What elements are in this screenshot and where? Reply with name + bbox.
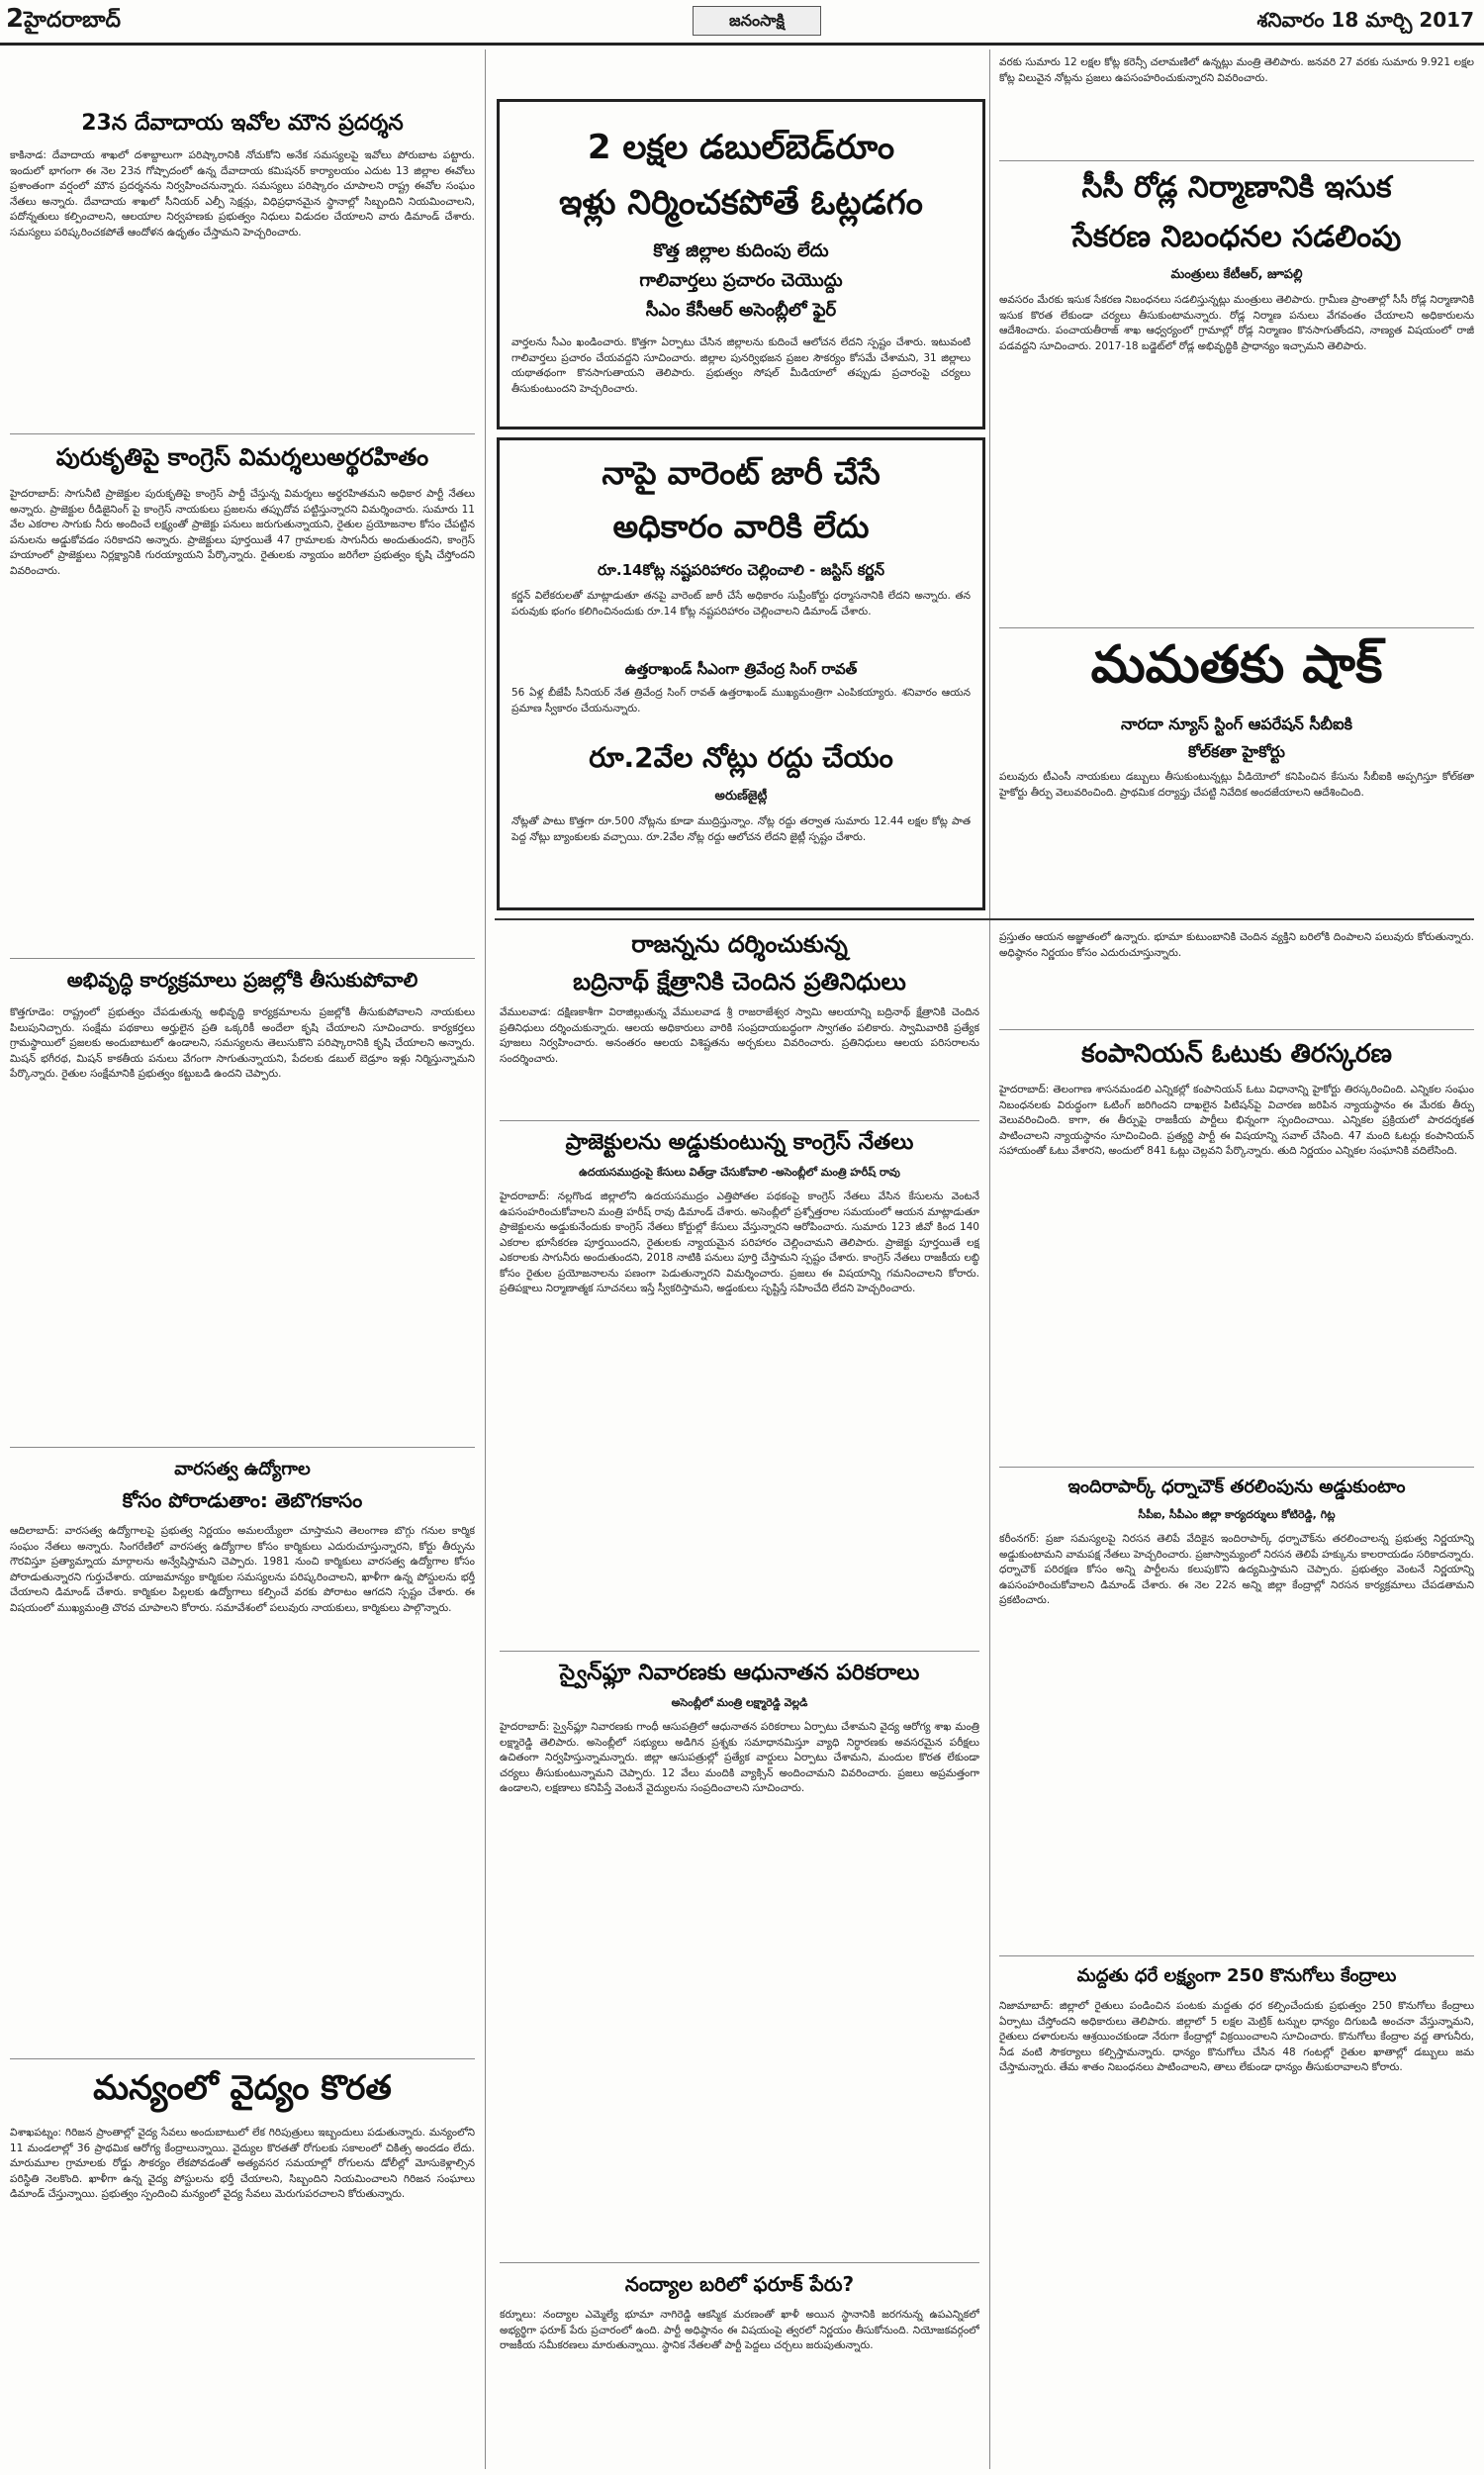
headline-mamata-shock: మమతకు షాక్ <box>1090 635 1383 695</box>
column-divider <box>989 49 990 2469</box>
byline-jaitley: అరుణ్‌జైట్లీ <box>714 789 768 804</box>
headline-agency-medical-shortage: మన్యంలో వైద్యం కొరత <box>93 2068 392 2108</box>
headline-inheritance-jobs: కోసం పోరాడుతాం: తెబొగకాసం <box>122 1488 363 1512</box>
article-body-dharna-chowk: కరీంనగర్: ప్రజా సమస్యలపై నిరసన తెలిపే వేదికైన ఇందిరాపార్క్ ధర్నాచౌక్‌ను తరలించాలన్న ప్రభుత్వ నిర్ణయాన్ని అడ్డుకుంటామని వామపక్ష నేతలు హెచ్చరించారు. ప్రజాస్వామ్యంలో నిరసన తెలిపే హక్కును కాలరాయడం సరికాదన్నారు. ధర్నాచౌక్ పరిరక్షణ కోసం అన్ని పార్టీలను కలుపుకొని ఉద్యమిస్తామని చెప్పారు. ప్రభుత్వం వెంటనే నిర్ణయాన్ని ఉపసంహరించుకోవాలని డిమాండ్ చేశారు. ఈ నెల 22న అన్ని జిల్లా కేంద్రాల్లో నిరసన కార్యక్రమాలు చేపడతామని ప్రకటించారు. <box>999 1533 1474 1606</box>
subhead-narada-sting: నారదా న్యూస్ స్టింగ్ ఆపరేషన్ సీబీఐకి <box>1120 714 1352 733</box>
article-body-procurement: నిజామాబాద్: జిల్లాలో రైతులు పండించిన పంటకు మద్దతు ధర కల్పించేందుకు ప్రభుత్వం 250 కొనుగోలు కేంద్రాలు ఏర్పాటు చేస్తోందని అధికారులు తెలిపారు. జిల్లాలో 5 లక్షల మెట్రిక్ టన్నుల ధాన్యం దిగుబడి అంచనా వేస్తున్నామని, రైతులు దళారులను ఆశ్రయించకుండా నేరుగా కేంద్రాల్లో విక్రయించాలని సూచించారు. కొనుగోలు కేంద్రాల వద్ద తాగునీరు, నీడ వంటి సౌకర్యాలు కల్పిస్తామన్నారు. ధాన్యం కొనుగోలు చేసిన 48 గంటల్లో రైతుల ఖాతాల్లో డబ్బులు జమ చేస్తామన్నారు. తేమ శాతం నిబంధనలు పాటించాలని, తాలు లేకుండా ధాన్యం తీసుకురావాలని కోరారు. <box>999 2000 1474 2073</box>
headline-sand-relaxation: సేకరణ నిబంధనల సడలింపు <box>1071 220 1402 254</box>
headline-congress-criticism: పురుకృతిపై కాంగ్రెస్ విమర్శలుఅర్థరహితం <box>55 443 429 471</box>
article-body-inheritance-jobs: ఆదిలాబాద్: వారసత్వ ఉద్యోగాలపై ప్రభుత్వ నిర్ణయం అమలయ్యేలా చూస్తామని తెలంగాణ బొగ్గు గనుల కార్మిక సంఘం నేతలు అన్నారు. సింగరేణిలో వారసత్వ ఉద్యోగాల కోసం కార్మికులు ఎదురుచూస్తున్నారని, కోర్టు తీర్పును గౌరవిస్తూ ప్రత్యామ్నాయ మార్గాలను అన్వేషిస్తామని చెప్పారు. 1981 నుంచి కార్మికులు వారసత్వ ఉద్యోగాల కోసం పోరాడుతున్నారని గుర్తుచేశారు. యాజమాన్యం కార్మికుల సమస్యలను పరిష్కరించాలని, ఖాళీగా ఉన్న పోస్టులను భర్తీ చేయాలని డిమాండ్ చేశారు. కార్మికుల పిల్లలకు ఉద్యోగాలు కల్పించే వరకు పోరాటం ఆగదని స్పష్టం చేశారు. ఈ విషయంలో ముఖ్యమంత్రి చొరవ చూపాలని కోరారు. సమావేశంలో పలువురు నాయకులు, కార్మికులు పాల్గొన్నారు. <box>10 1525 475 1614</box>
article-body-mamata: పలువురు టీఎంసీ నాయకులు డబ్బులు తీసుకుంటున్నట్లు వీడియోలో కనిపించిన కేసును సీబీఐకి అప్పగిస్తూ కోల్‌కతా హైకోర్టు తీర్పు వెలువరించింది. ప్రాథమిక దర్యాప్తు చేపట్టి నివేదిక అందజేయాలని ఆదేశించింది. <box>999 771 1474 799</box>
headline-2000-notes: రూ.2వేల నోట్లు రద్దు చేయం <box>589 741 893 774</box>
page-number-section: 2హైదరాబాద్ <box>6 4 122 34</box>
article-body-double-bedroom: వార్తలను సీఎం ఖండించారు. కొత్తగా ఏర్పాటు చేసిన జిల్లాలను కుదించే ఆలోచన లేదని స్పష్టం చేశారు. ఇటువంటి గాలివార్తలు ప్రచారం చేయవద్దని సూచించారు. జిల్లాల పునర్విభజన ప్రజల సౌకర్యం కోసమే చేశామని, 31 జిల్లాలు యథాతథంగా కొనసాగుతాయని తెలిపారు. ప్రభుత్వం సోషల్ మీడియాలో తప్పుడు ప్రచారంపై చర్యలు తీసుకుంటుందని హెచ్చరించారు. <box>511 336 971 395</box>
byline-cpi-cpm: సీపీఐ, సీపీఎం జిల్లా కార్యదర్శులు కోటిరెడ్డి, గిట్ల <box>1138 1508 1336 1521</box>
headline-swine-flu: స్వైన్‌ఫ్లూ నివారణకు ఆధునాతన పరికరాలు <box>559 1661 920 1685</box>
masthead <box>0 0 1484 46</box>
byline-ministers-ktr-jupalli: మంత్రులు కేటీఆర్, జూపల్లి <box>1170 267 1303 282</box>
headline-dharna-chowk: ఇందిరాపార్క్ ధర్నాచౌక్ తరలింపును అడ్డుకుంటాం <box>1067 1476 1406 1497</box>
article-body-karnan: కర్ణన్ విలేకరులతో మాట్లాడుతూ తనపై వారెంట్ జారీ చేసే అధికారం సుప్రీంకోర్టు ధర్మాసనానికి లేదని అన్నారు. తన పరువుకు భంగం కలిగించినందుకు రూ.14 కోట్ల నష్టపరిహారం చెల్లించాలని డిమాండ్ చేశారు. <box>511 590 971 618</box>
subhead-cm-kcr-assembly: సీఎం కేసీఆర్ అసెంబ్లీలో ఫైర్ <box>645 300 837 321</box>
section-divider <box>495 918 1474 920</box>
headline-development-programs: అభివృద్ధి కార్యక్రమాలు ప్రజల్లోకి తీసుకుపోవాలి <box>66 968 418 992</box>
column-divider <box>485 49 486 2469</box>
article-body-currency-continuation: వరకు సుమారు 12 లక్షల కోట్ల కరెన్సీ చలామణిలో ఉన్నట్లు మంత్రి తెలిపారు. జనవరి 27 వరకు సుమారు 9.921 లక్షల కోట్ల విలువైన నోట్లను ప్రజలు ఉపసంహరించుకున్నారని వివరించారు. <box>999 56 1474 84</box>
subhead-rumors: గాలివార్తలు ప్రచారం చెయొద్దు <box>639 270 843 291</box>
subhead-no-district-merge: కొత్త జిల్లాల కుదింపు లేదు <box>653 240 829 261</box>
boxed-story-double-bedroom <box>497 99 985 429</box>
article-body-projects: హైదరాబాద్: నల్లగొండ జిల్లాలోని ఉదయసముద్రం ఎత్తిపోతల పథకంపై కాంగ్రెస్ నేతలు వేసిన కేసులను వెంటనే ఉపసంహరించుకోవాలని మంత్రి హరీష్ రావు డిమాండ్ చేశారు. అసెంబ్లీలో ప్రశ్నోత్తరాల సమయంలో ఆయన మాట్లాడుతూ ప్రాజెక్టులను అడ్డుకునేందుకు కాంగ్రెస్ నేతలు కోర్టుల్లో కేసులు వేస్తున్నారని ఆరోపించారు. సుమారు 123 జీవో కింద 140 ఎకరాల భూసేకరణ పూర్తయిందని, రైతులకు న్యాయమైన పరిహారం చెల్లించామని తెలిపారు. ప్రాజెక్టు పూర్తయితే లక్ష ఎకరాలకు సాగునీరు అందుతుందని, 2018 నాటికి పనులు పూర్తి చేస్తామని స్పష్టం చేశారు. కాంగ్రెస్ నేతలు రాజకీయ లబ్ధి కోసం రైతుల ప్రయోజనాలను పణంగా పెడుతున్నారని విమర్శించారు. ప్రజలు ఈ విషయాన్ని గమనించాలని కోరారు. ప్రతిపక్షాలు నిర్మాణాత్మక సూచనలు ఇస్తే స్వీకరిస్తామని, అడ్డంకులు సృష్టిస్తే సహించేది లేదని హెచ్చరించారు. <box>500 1190 979 1294</box>
headline-double-bedroom: 2 లక్షల డబుల్‌బెడ్‌రూం <box>587 128 895 167</box>
byline-laxma-reddy: అసెంబ్లీలో మంత్రి లక్ష్మారెడ్డి వెల్లడి <box>671 1696 808 1709</box>
headline-congress-blocking-projects: ప్రాజెక్టులను అడ్డుకుంటున్న కాంగ్రెస్ నేతలు <box>565 1130 914 1155</box>
section-divider <box>10 2058 475 2059</box>
article-body-endowment: కాకినాడ: దేవాదాయ శాఖలో దశాబ్దాలుగా పరిష్కారానికి నోచుకోని అనేక సమస్యలపై ఇవోలు పోరుబాట పట్టారు. ఇందులో భాగంగా ఈ నెల 23న గోష్పాదంలో ఉన్న దేవాదాయ కమిషనర్ కార్యాలయం ఎదుట 13 జిల్లాల ఈవోలు ప్రశాంతంగా వర్షంలో మౌన ప్రదర్శనను నిర్వహించనున్నారు. సమస్యలు పరిష్కారం చూపాలని రాష్ట్ర ఈవోల సంఘం నేతలు అన్నారు. దేవాదాయ శాఖలో సీనియర్ ఎల్పీ సెక్షన్లు, విధిప్రధానమైన స్థానాల్లో సిబ్బందిని నియమించాలని, పదోన్నతులు కల్పించాలని, ఆలయాల నిర్వహణకు ప్రభుత్వం నిధులు విడుదల చేయాలని వారు డిమాండ్ చేశారు. సమస్యలు పరిష్కరించకపోతే ఆందోళన ఉధృతం చేస్తామని హెచ్చరించారు. <box>10 149 475 238</box>
section-divider <box>999 1029 1474 1030</box>
article-body-swine-flu: హైదరాబాద్: స్వైన్‌ఫ్లూ నివారణకు గాంధీ ఆసుపత్రిలో ఆధునాతన పరికరాలు ఏర్పాటు చేశామని వైద్య ఆరోగ్య శాఖ మంత్రి లక్ష్మారెడ్డి తెలిపారు. అసెంబ్లీలో సభ్యులు అడిగిన ప్రశ్నకు సమాధానమిస్తూ వ్యాధి నిర్ధారణకు అవసరమైన పరీక్షలు ఉచితంగా నిర్వహిస్తున్నామన్నారు. జిల్లా ఆసుపత్రుల్లో ప్రత్యేక వార్డులు ఏర్పాటు చేశామని, మందుల కొరత లేకుండా చర్యలు తీసుకుంటున్నామని చెప్పారు. 12 వేలు మందికి వ్యాక్సిన్ అందించామని వివరించారు. ప్రజలు అప్రమత్తంగా ఉండాలని, లక్షణాలు కనిపిస్తే వెంటనే వైద్యులను సంప్రదించాలని సూచించారు. <box>500 1721 979 1794</box>
kicker-inheritance-jobs: వారసత్వ ఉద్యోగాల <box>174 1459 311 1479</box>
article-body-2000-notes: నోట్లతో పాటు కొత్తగా రూ.500 నోట్లను కూడా ముద్రిస్తున్నాం. నోట్ల రద్దు తర్వాత సుమారు 12.44 లక్షల కోట్ల పాత పెద్ద నోట్లు బ్యాంకులకు వచ్చాయి. రూ.2వేల నోట్ల రద్దు ఆలోచన లేదని జైట్లీ స్పష్టం చేశారు. <box>511 815 971 843</box>
newspaper-logo: జనంసాక్షి <box>693 6 821 36</box>
byline-harish-rao: ఉదయసముద్రంపై కేసులు విత్‌డ్రా చేసుకోవాలి -అసెంబ్లీలో మంత్రి హరీష్ రావు <box>579 1166 900 1179</box>
article-body-uttarakhand: 56 ఏళ్ల బీజేపీ సీనియర్ నేత త్రివేంద్ర సింగ్ రావత్ ఉత్తరాఖండ్ ముఖ్యమంత్రిగా ఎంపికయ్యారు. శనివారం ఆయన ప్రమాణ స్వీకారం చేయనున్నారు. <box>511 687 971 714</box>
section-divider <box>500 1120 979 1121</box>
section-divider <box>10 1447 475 1448</box>
section-divider <box>999 1467 1474 1468</box>
section-divider <box>999 1955 1474 1956</box>
article-body-nandyal: కర్నూలు: నంద్యాల ఎమ్మెల్యే భూమా నాగిరెడ్డి ఆకస్మిక మరణంతో ఖాళీ అయిన స్థానానికి జరగనున్న ఉపఎన్నికలో అభ్యర్థిగా ఫరూక్ పేరు ప్రచారంలో ఉంది. పార్టీ అధిష్ఠానం ఈ విషయంపై త్వరలో నిర్ణయం తీసుకోనుంది. నియోజకవర్గంలో రాజకీయ సమీకరణలు మారుతున్నాయి. స్థానిక నేతలతో పార్టీ పెద్దలు చర్చలు జరుపుతున్నారు. <box>500 2309 979 2351</box>
section-divider <box>10 958 475 959</box>
article-body-congress-criticism: హైదరాబాద్: సాగునీటి ప్రాజెక్టుల పురుకృతిపై కాంగ్రెస్ పార్టీ చేస్తున్న విమర్శలు అర్థరహితమని అధికార పార్టీ నేతలు అన్నారు. ప్రాజెక్టుల రీడిజైనింగ్ పై కాంగ్రెస్ నాయకులు ప్రజలను తప్పుదోవ పట్టిస్తున్నారని విమర్శించారు. సుమారు 11 వేల ఎకరాల సాగుకు నీరు అందించే లక్ష్యంతో ప్రాజెక్టు పనులు జరుగుతున్నాయని, రైతుల ప్రయోజనాల కోసం చేపట్టిన పనులను అడ్డుకోవడం సరికాదని అన్నారు. ప్రాజెక్టులు పూర్తయితే 47 గ్రామాలకు సాగునీరు అందుతుందని, కాంగ్రెస్ హయాంలో ప్రాజెక్టులు నిర్లక్ష్యానికి గురయ్యాయని పేర్కొన్నారు. రైతులకు న్యాయం జరిగేలా ప్రభుత్వం కృషి చేస్తోందని వివరించారు. <box>10 488 475 577</box>
boxed-story-warrant <box>497 437 985 910</box>
headline-no-votes: ఇళ్లు నిర్మించకపోతే ఓట్లడగం <box>559 183 923 223</box>
article-body-badrinath: వేములవాడ: దక్షిణకాశీగా విరాజిల్లుతున్న వేములవాడ శ్రీ రాజరాజేశ్వర స్వామి ఆలయాన్ని బద్రినాథ్ క్షేత్రానికి చెందిన ప్రతినిధులు దర్శించుకున్నారు. ఆలయ అధికారులు వారికి సంప్రదాయబద్ధంగా స్వాగతం పలికారు. స్వామివారికి ప్రత్యేక పూజలు నిర్వహించారు. అనంతరం ఆలయ విశిష్టతను అర్చకులు వివరించారు. ప్రతినిధులు ఆలయ పరిసరాలను సందర్శించారు. <box>500 1006 979 1065</box>
headline-endowment-eo-protest: 23న దేవాదాయ ఇవోల మౌన ప్రదర్శన <box>81 111 404 136</box>
headline-badrinath-visit: రాజన్నను దర్శించుకున్న <box>631 930 848 958</box>
article-body-companion-vote: హైదరాబాద్: తెలంగాణ శాసనమండలి ఎన్నికల్లో కంపానియన్ ఓటు విధానాన్ని హైకోర్టు తిరస్కరించింది. ఎన్నికల సంఘం నిబంధనలకు విరుద్ధంగా ఓటింగ్ జరిగిందని దాఖలైన పిటిషన్‌పై విచారణ జరిపిన న్యాయస్థానం ఈ మేరకు తీర్పు వెలువరించింది. కాగా, ఈ తీర్పుపై రాజకీయ పార్టీలు భిన్నంగా స్పందించాయి. ఎన్నికల ప్రక్రియలో పారదర్శకత పాటించాలని న్యాయస్థానం సూచించింది. ప్రత్యర్థి పార్టీ ఈ విషయాన్ని సవాల్ చేసింది. 47 మంది ఓటర్లు కంపానియన్ సహాయంతో ఓటు వేశారని, అందులో 841 ఓట్లు చెల్లవని పేర్కొన్నారు. తుది నిర్ణయం ఎన్నికల సంఘానికి వదిలేసింది. <box>999 1084 1474 1157</box>
headline-warrant: నాపై వారెంట్ జారీ చేసే <box>602 454 881 492</box>
headline-badrinath-reps: బద్రినాథ్ క్షేత్రానికి చెందిన ప్రతినిధులు <box>573 968 906 996</box>
headline-procurement-centres: మద్దతు ధరే లక్ష్యంగా 250 కొనుగోలు కేంద్రాలు <box>1076 1965 1397 1986</box>
section-divider <box>999 627 1474 628</box>
section-divider <box>500 1651 979 1652</box>
article-body-nandyal-continuation: ప్రస్తుతం ఆయన అజ్ఞాతంలో ఉన్నారు. భూమా కుటుంబానికి చెందిన వ్యక్తిని బరిలోకి దింపాలని పలువురు కోరుతున్నారు. అధిష్ఠానం నిర్ణయం కోసం ఎదురుచూస్తున్నారు. <box>999 931 1474 959</box>
subhead-uttarakhand-cm: ఉత్తరాఖండ్ సీఎంగా త్రివేంద్ర సింగ్ రావత్ <box>624 660 858 678</box>
section-divider <box>500 2262 979 2263</box>
subhead-kolkata-hc: కోల్‌కతా హైకోర్టు <box>1188 742 1285 761</box>
headline-companion-vote: కంపానియన్ ఓటుకు తిరస్కరణ <box>1081 1039 1392 1069</box>
article-body-development: కొత్తగూడెం: రాష్ట్రంలో ప్రభుత్వం చేపడుతున్న అభివృద్ధి కార్యక్రమాలను ప్రజల్లోకి తీసుకుపోవాలని నాయకులు పిలుపునిచ్చారు. సంక్షేమ పథకాలు అర్హులైన ప్రతి ఒక్కరికీ అందేలా కృషి చేయాలని సూచించారు. కార్యకర్తలు గ్రామస్థాయిలో ప్రజలకు అందుబాటులో ఉండాలని, సమస్యలను తెలుసుకొని పరిష్కారానికి కృషి చేయాలని అన్నారు. మిషన్ భగీరథ, మిషన్ కాకతీయ పనులు వేగంగా సాగుతున్నాయని, పేదలకు డబుల్ బెడ్రూం ఇళ్లు నిర్మిస్తున్నామని పేర్కొన్నారు. రైతుల సంక్షేమానికి ప్రభుత్వం కట్టుబడి ఉందని చెప్పారు. <box>10 1006 475 1080</box>
headline-nandyal-farooq: నంద్యాల బరిలో ఫరూక్ పేరు? <box>624 2272 855 2296</box>
edition-date: శనివారం 18 మార్చి 2017 <box>1256 8 1474 32</box>
headline-no-authority: అధికారం వారికి లేదు <box>612 508 870 545</box>
headline-cc-roads: సీసీ రోడ్ల నిర్మాణానికి ఇసుక <box>1081 170 1392 205</box>
article-body-medical-shortage: విశాఖపట్నం: గిరిజన ప్రాంతాల్లో వైద్య సేవలు అందుబాటులో లేక గిరిపుత్రులు ఇబ్బందులు పడుతున్నారు. మన్యంలోని 11 మండలాల్లో 36 ప్రాథమిక ఆరోగ్య కేంద్రాలున్నాయి. వైద్యుల కొరతతో రోగులకు సకాలంలో చికిత్స అందడం లేదు. మారుమూల గ్రామాలకు రోడ్డు సౌకర్యం లేకపోవడంతో అత్యవసర సమయాల్లో రోగులను డోలీల్లో మోసుకెళ్లాల్సిన పరిస్థితి నెలకొంది. ఖాళీగా ఉన్న వైద్య పోస్టులను భర్తీ చేయాలని, సిబ్బందిని నియమించాలని గిరిజన సంఘాలు డిమాండ్ చేస్తున్నాయి. ప్రభుత్వం స్పందించి మన్యంలో వైద్య సేవలు మెరుగుపరచాలని కోరుతున్నారు. <box>10 2127 475 2200</box>
section-divider <box>999 160 1474 161</box>
article-body-cc-roads: అవసరం మేరకు ఇసుక సేకరణ నిబంధనలు సడలిస్తున్నట్లు మంత్రులు తెలిపారు. గ్రామీణ ప్రాంతాల్లో సీసీ రోడ్ల నిర్మాణానికి ఇసుక కొరత లేకుండా చర్యలు తీసుకుంటామన్నారు. రోడ్ల నిర్మాణ పనులు వేగవంతం చేయాలని అధికారులను ఆదేశించారు. పంచాయతీరాజ్ శాఖ ఆధ్వర్యంలో గ్రామాల్లో రోడ్ల నిర్మాణం కొనసాగుతోందని, నాణ్యత విషయంలో రాజీ పడవద్దని సూచించారు. 2017-18 బడ్జెట్‌లో రోడ్ల అభివృద్ధికి ప్రాధాన్యం ఇచ్చామని తెలిపారు. <box>999 294 1474 352</box>
section-divider <box>10 433 475 434</box>
subhead-justice-karnan: రూ.14కోట్ల నష్టపరిహారం చెల్లించాలి - జస్టిస్ కర్ణన్ <box>597 561 884 579</box>
